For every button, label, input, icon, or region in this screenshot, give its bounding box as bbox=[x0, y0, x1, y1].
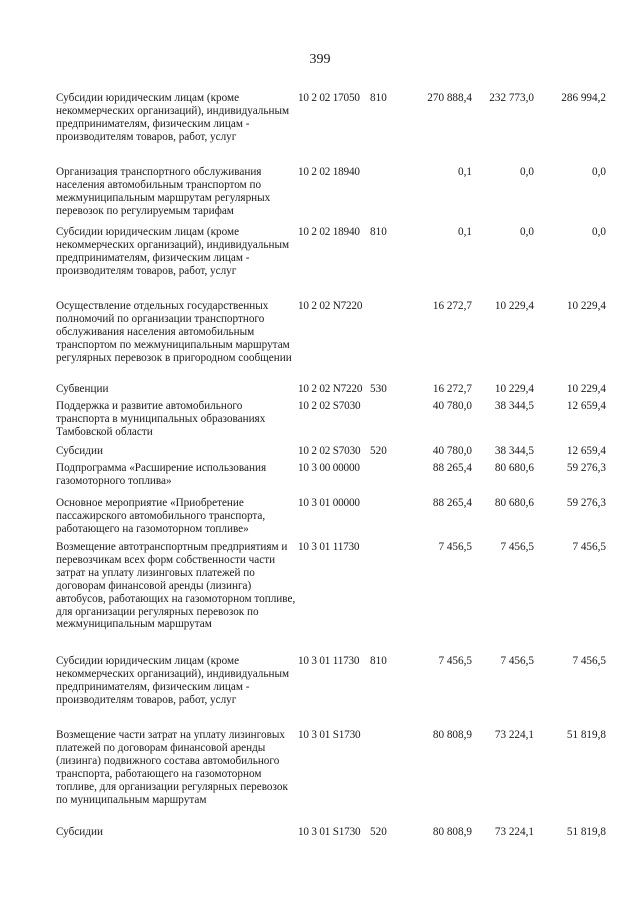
row-name: Субвенции bbox=[56, 383, 109, 395]
row-expense-type: 810 bbox=[370, 92, 387, 104]
row-expense-type: 520 bbox=[370, 826, 387, 838]
row-name: Возмещение автотранспортным предприятиям и перевозчикам всех форм собственности части затрат на уплату лизинговых платежей по договорам финансовой аренды (лизинга) автобусов, работающих на газомоторном топливе, для организации регулярных перевозок по межмуниципальным маршрутам bbox=[56, 541, 296, 631]
row-name: Субсидии юридическим лицам (кроме некоммерческих организаций), индивидуальным предпринимателям, физическим лицам - производителям товаров, работ, услуг bbox=[56, 92, 290, 143]
row-expense-type: 810 bbox=[370, 655, 387, 667]
row-code: 10 3 01 S1730 bbox=[298, 729, 361, 741]
row-code: 10 2 02 N7220 bbox=[298, 300, 363, 312]
row-expense-type: 810 bbox=[370, 226, 387, 238]
row-value-2021: 40 780,0 bbox=[432, 445, 472, 457]
row-name: Субсидии bbox=[56, 445, 103, 457]
row-code: 10 3 01 00000 bbox=[298, 497, 360, 509]
row-value-2022: 38 344,5 bbox=[494, 445, 534, 457]
row-code: 10 2 02 17050 bbox=[298, 92, 360, 104]
row-value-2021: 0,1 bbox=[458, 166, 472, 178]
row-value-2021: 0,1 bbox=[458, 226, 472, 238]
row-name: Основное мероприятие «Приобретение пассажирского автомобильного транспорта, работающего на газомоторном топливе» bbox=[56, 497, 266, 535]
row-value-2021: 7 456,5 bbox=[438, 541, 472, 553]
row-code: 10 2 02 S7030 bbox=[298, 445, 361, 457]
row-value-2023: 51 819,8 bbox=[566, 729, 606, 741]
row-code: 10 2 02 S7030 bbox=[298, 400, 361, 412]
row-code: 10 2 02 N7220 bbox=[298, 383, 363, 395]
row-name: Субсидии юридическим лицам (кроме некоммерческих организаций), индивидуальным предпринимателям, физическим лицам - производителям товаров, работ, услуг bbox=[56, 655, 290, 706]
row-name: Субсидии bbox=[56, 826, 103, 838]
row-value-2022: 80 680,6 bbox=[494, 497, 534, 509]
row-value-2023: 0,0 bbox=[592, 226, 606, 238]
row-code: 10 3 00 00000 bbox=[298, 462, 360, 474]
row-value-2023: 59 276,3 bbox=[566, 497, 606, 509]
row-value-2022: 10 229,4 bbox=[494, 383, 534, 395]
row-name: Подпрограмма «Расширение использования газомоторного топлива» bbox=[56, 462, 267, 487]
row-code: 10 2 02 18940 bbox=[298, 226, 360, 238]
row-value-2021: 16 272,7 bbox=[432, 300, 472, 312]
row-value-2022: 80 680,6 bbox=[494, 462, 534, 474]
row-value-2023: 59 276,3 bbox=[566, 462, 606, 474]
row-value-2023: 0,0 bbox=[592, 166, 606, 178]
row-value-2023: 7 456,5 bbox=[572, 541, 606, 553]
page-number: 399 bbox=[309, 52, 331, 67]
row-value-2023: 10 229,4 bbox=[566, 383, 606, 395]
row-value-2022: 38 344,5 bbox=[494, 400, 534, 412]
row-value-2023: 286 994,2 bbox=[561, 92, 606, 104]
row-value-2021: 80 808,9 bbox=[432, 729, 472, 741]
row-value-2022: 7 456,5 bbox=[500, 541, 534, 553]
row-value-2023: 12 659,4 bbox=[566, 445, 606, 457]
row-value-2022: 10 229,4 bbox=[494, 300, 534, 312]
row-name: Возмещение части затрат на уплату лизинговых платежей по договорам финансовой аренды (лизинга) подвижного состава автомобильного транспорта, работающего на газомоторном топливе, для организации регулярных перевозок по муниципальным маршрутам bbox=[56, 729, 288, 806]
row-name: Поддержка и развитие автомобильного транспорта в муниципальных образованиях Тамбовской области bbox=[56, 400, 266, 438]
row-value-2023: 51 819,8 bbox=[566, 826, 606, 838]
row-value-2022: 73 224,1 bbox=[494, 826, 534, 838]
row-value-2023: 10 229,4 bbox=[566, 300, 606, 312]
row-expense-type: 520 bbox=[370, 445, 387, 457]
row-value-2021: 80 808,9 bbox=[432, 826, 472, 838]
row-code: 10 3 01 11730 bbox=[298, 541, 360, 553]
row-code: 10 3 01 S1730 bbox=[298, 826, 361, 838]
row-name: Осуществление отдельных государственных полномочий по организации транспортного обслуживания населения автомобильным транспортом по межмуниципальным маршрутам регулярных перевозок в пригородном сообщении bbox=[56, 300, 292, 364]
row-value-2023: 7 456,5 bbox=[572, 655, 606, 667]
row-value-2022: 73 224,1 bbox=[494, 729, 534, 741]
row-value-2021: 88 265,4 bbox=[432, 462, 472, 474]
row-value-2023: 12 659,4 bbox=[566, 400, 606, 412]
row-value-2022: 0,0 bbox=[520, 166, 534, 178]
row-value-2021: 16 272,7 bbox=[432, 383, 472, 395]
row-value-2021: 40 780,0 bbox=[432, 400, 472, 412]
row-value-2022: 7 456,5 bbox=[500, 655, 534, 667]
row-code: 10 3 01 11730 bbox=[298, 655, 360, 667]
row-code: 10 2 02 18940 bbox=[298, 166, 360, 178]
row-value-2022: 232 773,0 bbox=[489, 92, 534, 104]
row-name: Организация транспортного обслуживания населения автомобильным транспортом по межмуниципальным маршрутам регулярных перевозок по регулируемым тарифам bbox=[56, 166, 271, 217]
row-value-2021: 7 456,5 bbox=[438, 655, 472, 667]
row-expense-type: 530 bbox=[370, 383, 387, 395]
row-value-2021: 270 888,4 bbox=[427, 92, 472, 104]
row-value-2021: 88 265,4 bbox=[432, 497, 472, 509]
row-name: Субсидии юридическим лицам (кроме некоммерческих организаций), индивидуальным предпринимателям, физическим лицам - производителям товаров, работ, услуг bbox=[56, 226, 290, 277]
row-value-2022: 0,0 bbox=[520, 226, 534, 238]
